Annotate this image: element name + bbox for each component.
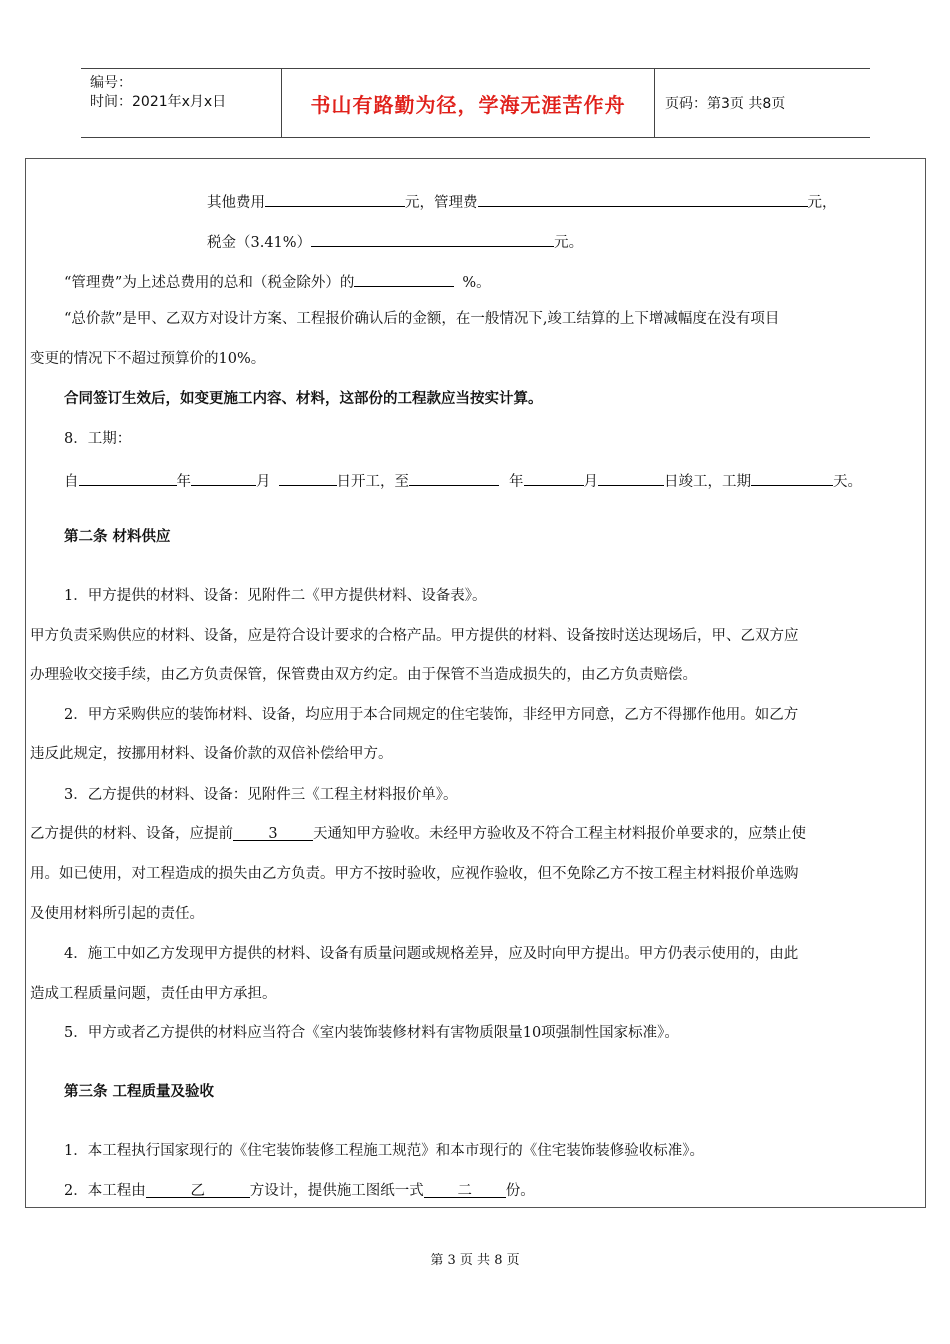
page-header (81, 68, 870, 138)
fees-line (207, 190, 837, 213)
tax-line (207, 230, 583, 253)
copies-unit: 份。 (505, 1183, 535, 1199)
article-3-title: 第三条 工程质量及验收 (64, 1084, 215, 1100)
start-label: 日开工，至 (336, 474, 409, 490)
tax-unit: 元。 (554, 235, 584, 251)
art2-item4-line1: 4．施工中如乙方发现甲方提供的材料、设备有质量问题或规格差异，应及时向甲方提出。甲方仍表示使用的，由此 (64, 946, 799, 962)
tax-blank (311, 230, 554, 247)
drawing-copies-value: 二 (424, 1181, 506, 1198)
header-page-number: 页码：第3页 共8页 (665, 96, 786, 112)
art2-item3b-line3: 及使用材料所引起的责任。 (30, 906, 204, 922)
page-footer: 第 3 页 共 8 页 (430, 1253, 520, 1268)
end-day-blank (598, 469, 664, 486)
notice-days-value: 3 (233, 824, 313, 841)
header-motto: 书山有路勤为径，学海无涯苦作舟 (310, 92, 626, 117)
mgmt-fee-label: 元，管理费 (405, 195, 478, 211)
mgmt-fee-percent-blank (354, 270, 454, 287)
notice-text: 乙方提供的材料、设备，应提前 (30, 826, 233, 842)
mgmt-fee-blank (478, 190, 808, 207)
bold-note: 合同签订生效后，如变更施工内容、材料，这部份的工程款应当按实计算。 (64, 391, 543, 407)
period-title: 8．工期： (64, 431, 132, 447)
year-label: 年 (176, 474, 191, 490)
period-line (64, 469, 862, 492)
other-fees-blank (265, 190, 405, 207)
end-year-label: 年 (509, 474, 524, 490)
month-label: 月 (256, 474, 271, 490)
period-from: 自 (64, 474, 79, 490)
end-label: 日竣工，工期 (664, 474, 751, 490)
end-month-blank (524, 469, 584, 486)
document-date: 时间：2021年x月x日 (90, 94, 227, 110)
total-price-para-line2: 变更的情况下不超过预算价的10%。 (30, 351, 266, 367)
design-party-value: 乙 (146, 1181, 250, 1198)
art3-item2 (64, 1181, 535, 1201)
document-number-label: 编号： (90, 75, 132, 91)
days-label: 天。 (833, 474, 862, 490)
start-day-blank (279, 469, 337, 486)
end-month-label: 月 (583, 474, 598, 490)
art2-item1b-line1: 甲方负责采购供应的材料、设备，应是符合设计要求的合格产品。甲方提供的材料、设备按时送达现场后，甲、乙双方应 (30, 628, 799, 644)
fees-label: 其他费用 (207, 195, 265, 211)
article-2-title: 第二条 材料供应 (64, 529, 171, 545)
start-year-blank (79, 469, 177, 486)
mgmt-fee-percentage-line (64, 270, 491, 293)
header-motto-cell (282, 69, 655, 137)
percent-sign: %。 (462, 275, 491, 291)
tax-label: 税金（3.41%） (207, 235, 312, 251)
total-price-para-line1: “总价款”是甲、乙双方对设计方案、工程报价确认后的金额，在一般情况下,竣工结算的上下增减幅度在没有项目 (64, 311, 780, 327)
art2-item1b-line2: 办理验收交接手续，由乙方负责保管，保管费由双方约定。由于保管不当造成损失的，由乙方负责赔偿。 (30, 667, 697, 683)
duration-blank (751, 469, 833, 486)
notice-text-rest: 天通知甲方验收。未经甲方验收及不符合工程主材料报价单要求的，应禁止使 (313, 826, 806, 842)
end-year-blank (409, 469, 499, 486)
header-meta (81, 69, 282, 137)
art2-item1: 1．甲方提供的材料、设备：见附件二《甲方提供材料、设备表》。 (64, 588, 487, 604)
start-month-blank (191, 469, 256, 486)
mgmt-fee-text: “管理费”为上述总费用的总和（税金除外）的 (64, 275, 355, 291)
header-page-cell (655, 69, 870, 137)
art2-item3b-line2: 用。如已使用，对工程造成的损失由乙方负责。甲方不按时验收，应视作验收，但不免除乙方不按工程主材料报价单选购 (30, 866, 799, 882)
art2-item5: 5．甲方或者乙方提供的材料应当符合《室内装饰装修材料有害物质限量10项强制性国家标准》。 (64, 1025, 679, 1041)
art2-item2-line1: 2．甲方采购供应的装饰材料、设备，均应用于本合同规定的住宅装饰，非经甲方同意，乙方不得挪作他用。如乙方 (64, 707, 799, 723)
art2-item3b-line1 (30, 824, 806, 844)
art2-item3: 3．乙方提供的材料、设备：见附件三《工程主材料报价单》。 (64, 787, 458, 803)
art2-item4-line2: 造成工程质量问题，责任由甲方承担。 (30, 986, 277, 1002)
drawings-text: 方设计，提供施工图纸一式 (249, 1183, 424, 1199)
art3-item1: 1．本工程执行国家现行的《住宅装饰装修工程施工规范》和本市现行的《住宅装饰装修验收标准》。 (64, 1143, 704, 1159)
fees-unit: 元， (807, 195, 837, 211)
art2-item2-line2: 违反此规定，按挪用材料、设备价款的双倍补偿给甲方。 (30, 746, 393, 762)
design-text: 2．本工程由 (64, 1183, 146, 1199)
